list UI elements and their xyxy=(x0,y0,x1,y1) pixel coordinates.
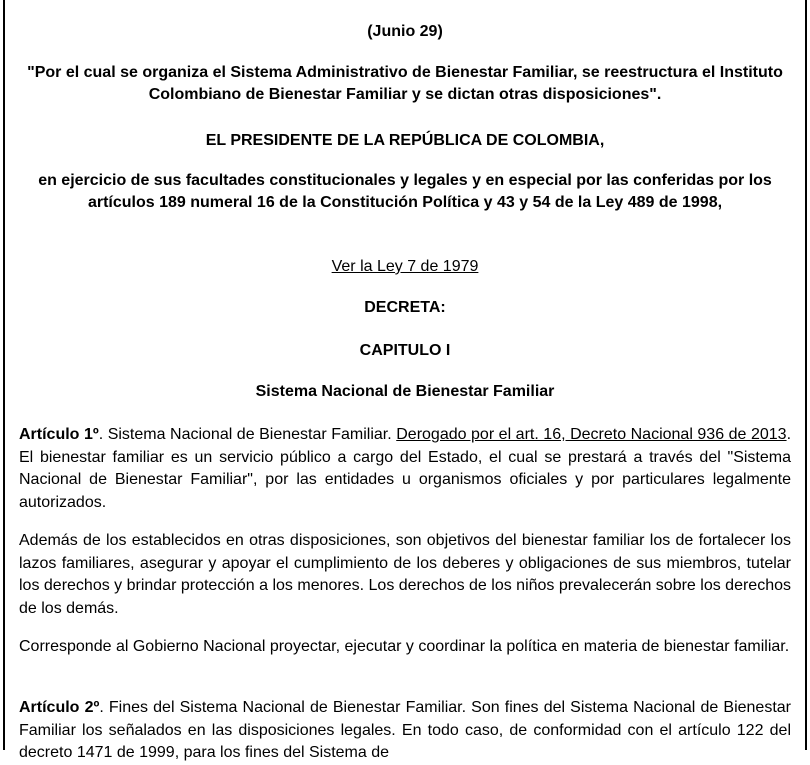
decreta-heading: DECRETA: xyxy=(364,299,446,316)
page-border-right xyxy=(805,0,807,750)
government-paragraph: Corresponde al Gobierno Nacional proyectar, ejecutar y coordinar la política en materia de bienestar familiar. xyxy=(19,638,790,655)
chapter-heading: CAPITULO I xyxy=(359,342,451,359)
article-2-label: Artículo 2º xyxy=(19,699,100,716)
see-law-line xyxy=(19,256,791,278)
see-law-link[interactable]: Ver la Ley 7 de 1979 xyxy=(331,258,479,275)
decree-date: (Junio 29) xyxy=(367,23,443,40)
article-1-paragraph xyxy=(19,424,791,514)
chapter-title: Sistema Nacional de Bienestar Familiar xyxy=(255,383,555,400)
page-border-left xyxy=(3,0,5,750)
article-1-text: . El bienestar familiar es un servicio público a cargo del Estado, el cual se prestará a través del "Sistema Nacional de Bienestar Familiar", por las entidades u organismos oficiales y por particulares legalmente autorizados. xyxy=(19,426,792,511)
article-2-text: . Fines del Sistema Nacional de Bienestar Familiar. Son fines del Sistema Nacional de Bienestar Familiar los señalados en las disposiciones legales. En todo caso, de conformidad con el artículo 122 del decreto 1471 de 1999, para los fines del Sistema de xyxy=(19,699,791,761)
powers-statement: en ejercicio de sus facultades constitucionales y legales y en especial por las conferidas por los artículos 189 numeral 16 de la Constitución Política y 43 y 54 de la Ley 489 de 1998, xyxy=(38,172,772,211)
article-1-heading: . Sistema Nacional de Bienestar Familiar. xyxy=(98,426,397,443)
article-2-paragraph xyxy=(19,697,791,765)
article-1-label: Artículo 1º xyxy=(19,426,99,443)
derogation-link[interactable]: Derogado por el art. 16, Decreto Nacional 936 de 2013 xyxy=(396,426,787,443)
objectives-paragraph: Además de los establecidos en otras disposiciones, son objetivos del bienestar familiar los de fortalecer los lazos familiares, asegurar y apoyar el cumplimiento de los deberes y obligaciones de sus miembros, tutelar los derechos y brindar protección a los menores. Los derechos de los niños prevalecerán sobre los derechos de los demás. xyxy=(19,532,791,617)
decree-title: "Por el cual se organiza el Sistema Administrativo de Bienestar Familiar, se reestructura el Instituto Colombiano de Bienestar Familiar y se dictan otras disposiciones". xyxy=(27,64,783,103)
issuer-heading: EL PRESIDENTE DE LA REPÚBLICA DE COLOMBIA, xyxy=(205,132,605,149)
